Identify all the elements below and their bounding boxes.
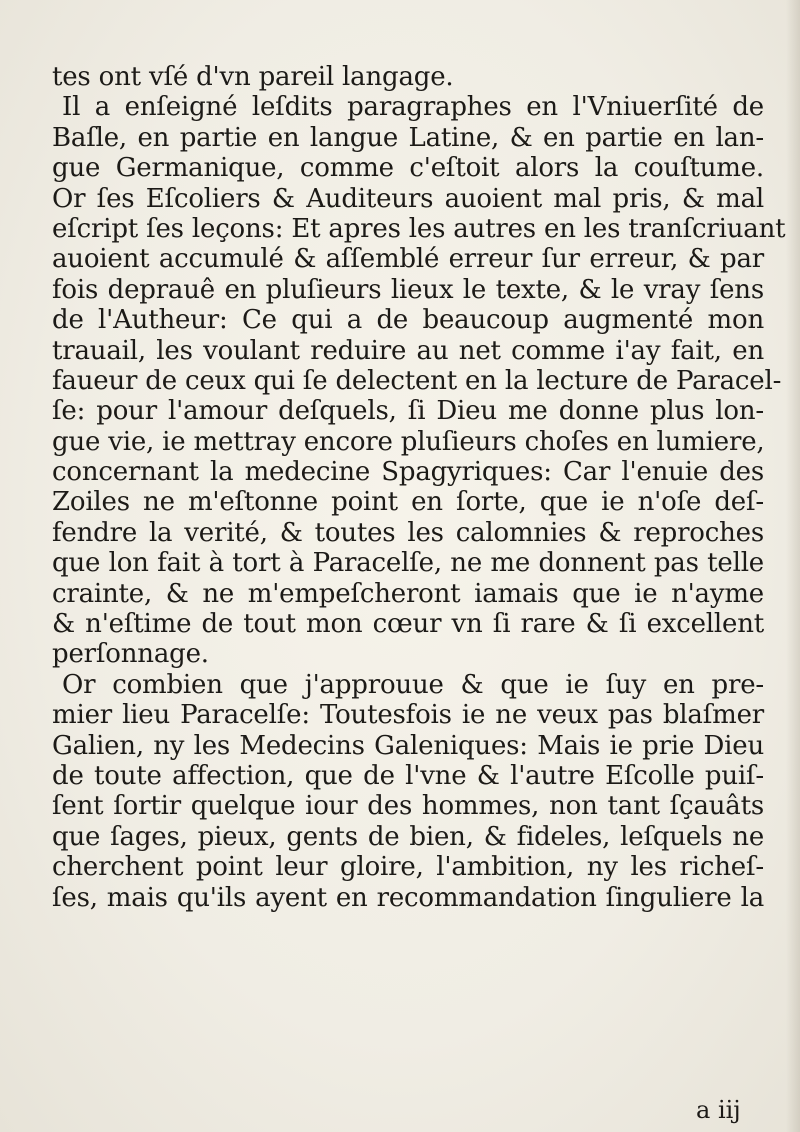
text-line: mier lieu Paracelſe: Toutesfois ie ne veux pas blaſmer — [52, 700, 764, 731]
text-line: fois deprauê en pluſieurs lieux le texte, & le vray ſens — [52, 274, 764, 305]
text-line: auoient accumulé & aſſemblé erreur ſur erreur, & par — [52, 244, 764, 275]
text-line: tes ont vſé d'vn pareil langage. — [52, 62, 454, 92]
text-line: que ſages, pieux, gents de bien, & fideles, leſquels ne — [52, 821, 764, 852]
text-line: crainte, & ne m'empeſcheront iamais que ie n'ayme — [52, 578, 764, 609]
text-line: gue vie, ie mettray encore pluſieurs choſes en lumiere, — [52, 426, 765, 457]
text-line: de l'Autheur: Ce qui a de beaucoup augmenté mon — [52, 305, 764, 336]
page-edge-shadow — [786, 0, 800, 1132]
text-line: faueur de ceux qui ſe delectent en la lecture de Paracel- — [52, 365, 782, 396]
text-line: perſonnage. — [52, 639, 209, 670]
signature-mark: a iij — [696, 1096, 741, 1124]
body-text — [52, 62, 786, 913]
text-line: concernant la medecine Spagyriques: Car l'enuie des — [52, 457, 764, 488]
text-line: de toute affection, que de l'vne & l'autre Eſcolle puiſ- — [52, 760, 764, 791]
text-line: trauail, les voulant reduire au net comme i'ay fait, en — [52, 335, 764, 366]
text-line: Or combien que j'approuue & que ie ſuy en pre- — [62, 669, 764, 700]
text-line: Baſle, en partie en langue Latine, & en partie en lan- — [52, 122, 764, 153]
text-line: fendre la verité, & toutes les calomnies & reproches — [52, 517, 764, 548]
text-line: ſe: pour l'amour deſquels, ſi Dieu me donne plus lon- — [52, 396, 764, 427]
text-line: ſent ſortir quelque iour des hommes, non tant ſçauâts — [52, 791, 764, 822]
text-line: & n'eſtime de tout mon cœur vn ſi rare & ſi excellent — [52, 609, 764, 640]
text-line: gue Germanique, comme c'eſtoit alors la couſtume. — [52, 153, 764, 184]
text-line: Il a enſeigné leſdits paragraphes en l'Vniuerſité de — [62, 92, 764, 123]
text-line: Zoiles ne m'eſtonne point en ſorte, que ie n'oſe deſ- — [52, 487, 764, 518]
text-line: Or ſes Eſcoliers & Auditeurs auoient mal pris, & mal — [52, 183, 764, 214]
text-line: ſes, mais qu'ils ayent en recommandation ſinguliere la — [52, 882, 764, 913]
text-line: eſcript ſes leçons: Et apres les autres en les tranſcriuant — [52, 213, 786, 244]
text-line: que lon fait à tort à Paracelſe, ne me donnent pas telle — [52, 548, 764, 579]
text-line: Galien, ny les Medecins Galeniques: Mais ie prie Dieu — [52, 730, 764, 761]
text-line: cherchent point leur gloire, l'ambition, ny les richeſ- — [52, 852, 764, 883]
